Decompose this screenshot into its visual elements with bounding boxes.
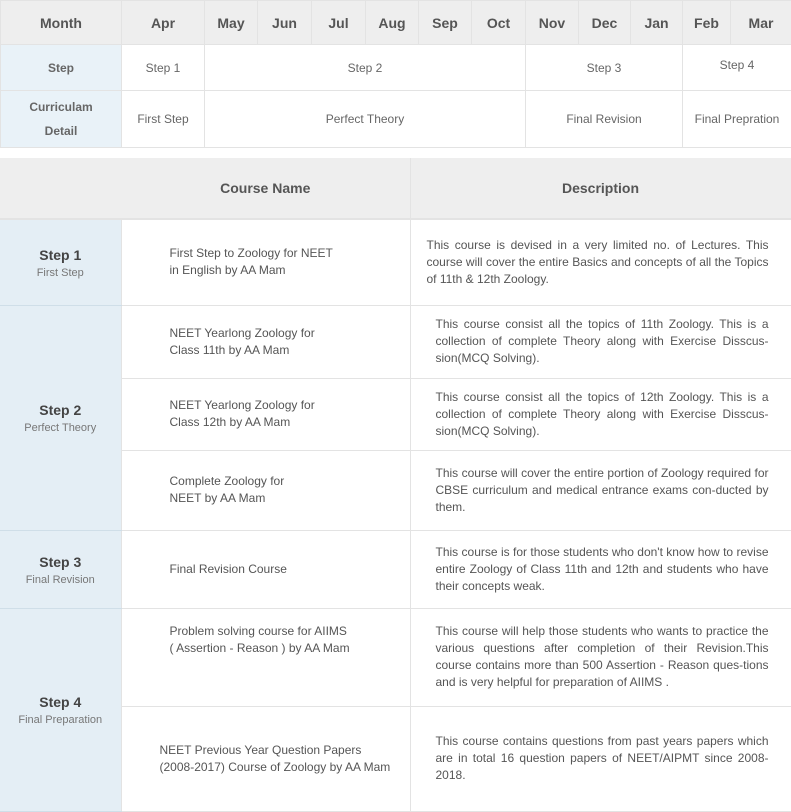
course-description: This course will cover the entire portion of Zoology required for CBSE curriculum and medical entrance exams con-ducted by them.: [410, 450, 791, 530]
course-name-cell: [121, 530, 410, 608]
course-name-line: NEET by AA Mam: [169, 491, 266, 505]
step-cell: Step 1: [122, 45, 205, 91]
month-cell: Dec: [579, 1, 631, 45]
course-description: This course consist all the topics of 12th Zoology. This is a collection of complete Theory along with Exercise Disscus-sion(MCQ Solving).: [410, 378, 791, 450]
course-name-line: Class 11th by AA Mam: [169, 342, 290, 357]
course-name-line: First Step to Zoology for NEET: [169, 246, 333, 261]
course-name-cell: [121, 450, 410, 530]
course-table: [0, 158, 791, 812]
course-name-cell: [121, 378, 410, 450]
course-name-cell: [121, 706, 410, 811]
step-row: [1, 45, 791, 91]
course-name-header: Course Name: [121, 158, 410, 219]
course-name-line: NEET Previous Year Question Papers: [159, 742, 362, 757]
course-name-cell: [121, 219, 410, 305]
month-cell: Jan: [631, 1, 683, 45]
detail-cell: Final Prepration: [683, 91, 791, 148]
course-description: This course is for those students who don't know how to revise entire Zoology of Class 11th and 12th and students who have their concepts weak.: [410, 530, 791, 608]
step-row-label: Step: [1, 45, 122, 91]
month-cell: Jun: [258, 1, 312, 45]
month-cell: Feb: [683, 1, 731, 45]
course-description: This course contains questions from past years papers which are in total 16 question papers of NEET/AIPMT since 2008-2018.: [410, 706, 791, 811]
course-name-line: Class 12th by AA Mam: [169, 415, 291, 429]
month-cell: Apr: [122, 1, 205, 45]
table-row: [0, 530, 791, 608]
step-group-label: [0, 608, 121, 811]
step-group-subtitle: Final Preparation: [18, 714, 103, 726]
detail-cell: First Step: [122, 91, 205, 148]
step-cell: Step 3: [526, 45, 683, 91]
course-description: This course consist all the topics of 11th Zoology. This is a collection of complete Theory along with Exercise Disscus-sion(MCQ Solving).: [410, 305, 791, 378]
month-cell: Nov: [526, 1, 579, 45]
curriculum-detail-row: [1, 91, 791, 148]
step-group-subtitle: Final Revision: [25, 573, 95, 586]
course-name-line: NEET Yearlong Zoology for: [169, 325, 315, 340]
course-name-line: NEET Yearlong Zoology for: [169, 398, 315, 412]
step-group-label: [0, 305, 121, 530]
step-cell: Step 4: [683, 45, 791, 91]
detail-cell: Final Revision: [526, 91, 683, 148]
month-cell: Mar: [731, 1, 791, 45]
curriculum-timeline-table: [0, 0, 791, 148]
month-row: [1, 1, 791, 45]
month-cell: Sep: [419, 1, 472, 45]
course-name-line: in English by AA Mam: [169, 263, 286, 278]
month-cell: Aug: [366, 1, 419, 45]
course-name-cell: [121, 608, 410, 706]
course-description: This course will help those students who wants to practice the various questions after completion of their Revision.This course contains more than 500 Assertion - Reason ques-tions and is very helpful for preparation of AIIMS .: [410, 608, 791, 706]
course-name-line: Complete Zoology for: [169, 474, 285, 488]
curriculum-detail-label-line1: Curriculam: [29, 100, 93, 114]
step-group-title: Step 2: [39, 402, 82, 418]
month-cell: Jul: [312, 1, 366, 45]
month-cell: Oct: [472, 1, 526, 45]
course-description: This course is devised in a very limited no. of Lectures. This course will cover the entire Basics and concepts of all the Topics of 11th & 12th Zoology.: [410, 219, 791, 305]
curriculum-detail-label-line2: Detail: [44, 124, 78, 138]
step-group-subtitle: First Step: [36, 266, 84, 279]
table-row: [0, 219, 791, 305]
step-group-title: Step 4: [39, 694, 82, 710]
step-group-title: Step 1: [39, 246, 82, 263]
course-name-line: (2008-2017) Course of Zoology by AA Mam: [159, 759, 391, 774]
course-table-header-row: [0, 158, 791, 219]
step-cell: Step 2: [205, 45, 526, 91]
month-cell: May: [205, 1, 258, 45]
step-group-label: [0, 219, 121, 305]
course-name-cell: [121, 305, 410, 378]
detail-cell: Perfect Theory: [205, 91, 526, 148]
step-group-label: [0, 530, 121, 608]
course-name-line: ( Assertion - Reason ) by AA Mam: [169, 640, 350, 655]
course-name-line: Problem solving course for AIIMS: [169, 623, 347, 638]
curriculum-detail-label: [1, 91, 122, 148]
month-header: Month: [1, 1, 122, 45]
course-name-line: Final Revision Course: [169, 561, 287, 576]
table-row: [0, 305, 791, 378]
table-row: [0, 608, 791, 706]
header-blank: [0, 158, 121, 219]
step-group-title: Step 3: [39, 553, 82, 570]
description-header: Description: [410, 158, 791, 219]
step-group-subtitle: Perfect Theory: [24, 422, 97, 434]
